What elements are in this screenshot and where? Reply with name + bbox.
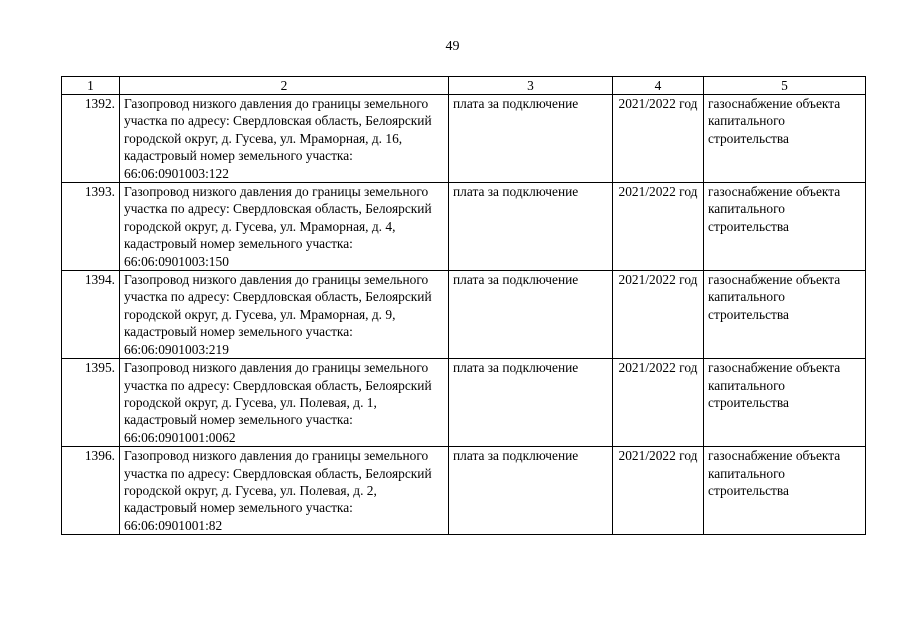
period: 2021/2022 год: [613, 183, 704, 271]
purpose: газоснабжение объекта капитального строительства: [704, 359, 866, 447]
period: 2021/2022 год: [613, 95, 704, 183]
row-number: 1392.: [62, 95, 120, 183]
table-row: [62, 271, 866, 359]
table-row: [62, 359, 866, 447]
period: 2021/2022 год: [613, 359, 704, 447]
funding-source: плата за подключение: [449, 359, 613, 447]
funding-source: плата за подключение: [449, 271, 613, 359]
column-header-2: 2: [120, 77, 449, 95]
period: 2021/2022 год: [613, 271, 704, 359]
row-number: 1393.: [62, 183, 120, 271]
object-description: Газопровод низкого давления до границы земельного участка по адресу: Свердловская область, Белоярский городской округ, д. Гусева, ул. Мраморная, д. 16, кадастровый номер земельного участка: 66:06:0901003:122: [120, 95, 449, 183]
header-row: [62, 77, 866, 95]
table-row: [62, 183, 866, 271]
funding-source: плата за подключение: [449, 95, 613, 183]
object-description: Газопровод низкого давления до границы земельного участка по адресу: Свердловская область, Белоярский городской округ, д. Гусева, ул. Мраморная, д. 9, кадастровый номер земельного участка: 66:06:0901003:219: [120, 271, 449, 359]
funding-source: плата за подключение: [449, 183, 613, 271]
object-description: Газопровод низкого давления до границы земельного участка по адресу: Свердловская область, Белоярский городской округ, д. Гусева, ул. Полевая, д. 1, кадастровый номер земельного участка: 66:06:0901001:0062: [120, 359, 449, 447]
page-number: 49: [445, 39, 460, 54]
purpose: газоснабжение объекта капитального строительства: [704, 447, 866, 535]
column-header-5: 5: [704, 77, 866, 95]
table-row: [62, 95, 866, 183]
object-description: Газопровод низкого давления до границы земельного участка по адресу: Свердловская область, Белоярский городской округ, д. Гусева, ул. Полевая, д. 2, кадастровый номер земельного участка: 66:06:0901001:82: [120, 447, 449, 535]
table-row: [62, 447, 866, 535]
row-number: 1395.: [62, 359, 120, 447]
purpose: газоснабжение объекта капитального строительства: [704, 183, 866, 271]
row-number: 1394.: [62, 271, 120, 359]
object-description: Газопровод низкого давления до границы земельного участка по адресу: Свердловская область, Белоярский городской округ, д. Гусева, ул. Мраморная, д. 4, кадастровый номер земельного участка: 66:06:0901003:150: [120, 183, 449, 271]
column-header-3: 3: [449, 77, 613, 95]
purpose: газоснабжение объекта капитального строительства: [704, 95, 866, 183]
funding-source: плата за подключение: [449, 447, 613, 535]
column-header-1: 1: [62, 77, 120, 95]
period: 2021/2022 год: [613, 447, 704, 535]
purpose: газоснабжение объекта капитального строительства: [704, 271, 866, 359]
row-number: 1396.: [62, 447, 120, 535]
column-header-4: 4: [613, 77, 704, 95]
investment-table: [61, 76, 866, 535]
